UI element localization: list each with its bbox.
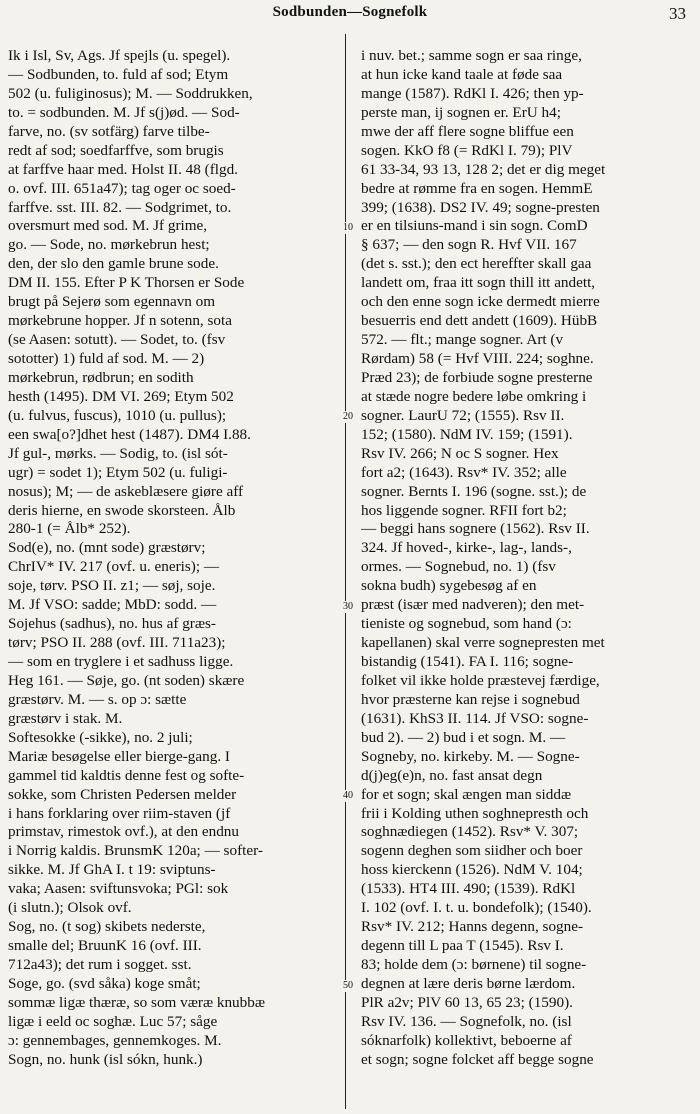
right-column-line: hos liggende sogner. RFII fort b2; — [361, 501, 567, 519]
left-column-line: ugr) = sodet 1); Etym 502 (u. fuligi- — [8, 463, 228, 481]
left-column-line: mørkebrune hopper. Jf n sotenn, sota — [8, 312, 232, 330]
right-column-line: mwe der aff flere sogne bliffue een — [361, 122, 574, 140]
left-column-line: ChrIV* IV. 217 (ovf. u. eneris); — — [8, 558, 220, 576]
right-column-line: (1631). KhS3 II. 114. Jf VSO: sogne- — [361, 709, 589, 727]
right-column-line: (1533). HT4 III. 490; (1539). RdKl — [361, 880, 576, 898]
right-column-line: 572. — flt.; mange sogner. Art (v — [361, 331, 564, 349]
left-column-line: brugt på Sejerø som egennavn om — [8, 293, 216, 311]
left-column-line: sototter) 1) fuld af sod. M. — 2) — [8, 350, 205, 367]
right-column-line: for et sogn; skal ængen man siddæ — [361, 785, 572, 803]
left-column-line: sikke. M. Jf GhA I. t 19: sviptuns- — [8, 861, 216, 879]
left-column-line: mørkebrun, rødbrun; en sodith — [8, 368, 194, 386]
left-column-line: gammel tid kaldtis denne fest og softe- — [8, 766, 245, 784]
left-column-line: at farffve haar med. Holst II. 48 (flgd. — [8, 160, 238, 178]
right-column-line: bedre at rømme fra en sogen. HemmE — [361, 179, 593, 197]
right-column-line: sogen. KkO f8 (= RdKl I. 79); PlV — [361, 141, 573, 159]
right-column-line: sogenn deghen som siidher och boer — [361, 842, 583, 860]
right-column-line: besuerris end dett andett (1609). HübB — [361, 312, 598, 330]
left-column-line: den, der slo den gamle brune sode. — [8, 255, 219, 273]
right-column-line: degnen at lære deris børne lærdom. — [361, 974, 576, 992]
left-column-line: (u. fulvus, fuscus), 1010 (u. pullus); — [8, 406, 227, 424]
right-column-line: frii i Kolding uthen soghnepresth och — [361, 804, 589, 822]
margin-line-number: 50 — [340, 980, 356, 992]
right-column-line: sokna budh) sygebesøg af en — [361, 577, 537, 595]
left-column-line: Softesokke (-sikke), no. 2 juli; — [8, 728, 193, 746]
left-column-line: een swa[o?]dhet hest (1487). DM4 I.88. — [8, 425, 251, 443]
right-column-line: i nuv. bet.; samme sogn er saa ringe, — [361, 47, 582, 64]
left-column-line: (i slutn.); Olsok ovf. — [8, 899, 132, 917]
running-head — [0, 4, 700, 26]
right-column-line: 61 33-34, 93 13, 128 2; det er dig meget — [361, 160, 606, 178]
left-column-line: primstav, rimestok ovf.), at den endnu — [8, 823, 239, 841]
left-column-line: Sogn, no. hunk (isl sókn, hunk.) — [8, 1050, 203, 1068]
right-column-line: tieniste og sognebud, som hand (ɔ: — [361, 615, 572, 633]
margin-line-number: 30 — [340, 601, 356, 613]
left-column-line: — som en tryglere i et sadhuss ligge. — [8, 653, 234, 670]
left-column-line: M. Jf VSO: sadde; MbD: sodd. — — [8, 596, 217, 614]
right-column-line: er en tilsiuns-mand i sin sogn. ComD — [361, 217, 588, 235]
right-column-line: at hun icke kand taale at føde saa — [361, 65, 563, 83]
left-column-line: Sojehus (sadhus), no. hus af græs- — [8, 615, 216, 633]
left-column-line: i hans forklaring over riim-staven (jf — [8, 804, 231, 822]
left-column-line: sommæ ligæ thæræ, so som væræ knubbæ — [8, 993, 265, 1011]
right-column-line: fort a2; (1643). Rsv* IV. 352; alle — [361, 463, 567, 481]
left-column-line: nosus); M; — de askeblæsere giøre aff — [8, 482, 244, 500]
right-column-line: bistandig (1541). FA I. 116; sogne- — [361, 653, 574, 670]
left-column-line: o. ovf. III. 651a47); tag oger oc soed- — [8, 179, 236, 197]
left-column-line: DM II. 155. Efter P K Thorsen er Sode — [8, 274, 245, 292]
right-column-line: kapellanen) skal verre sognepresten met — [361, 634, 605, 652]
right-column-line: — beggi hans sognere (1562). Rsv II. — [361, 520, 590, 538]
left-column-line: ɔ: gennembages, gennemkoges. M. — [8, 1031, 222, 1049]
left-column-line: farffve. sst. III. 82. — Sodgrimet, to. — [8, 198, 232, 216]
right-column-line: hvor præsterne kan rejse i sognebud — [361, 690, 580, 708]
right-column-line: hoss kierckenn (1526). NdM V. 104; — [361, 861, 583, 879]
right-column-line: PlR a2v; PlV 60 13, 65 23; (1590). — [361, 993, 573, 1011]
margin-line-number: 40 — [340, 790, 356, 802]
right-column-line: och den enne sogn icke dermedt mierre — [361, 293, 600, 311]
right-column-line: perste man, ij sognen er. ErU h4; — [361, 103, 561, 121]
right-column-line: I. 102 (ovf. I. t. u. bondefolk); (1540). — [361, 899, 592, 917]
left-column-line: Jf gul-, mørks. — Sodig, to. (isl sót- — [8, 444, 228, 462]
left-column-line: i Norrig kaldis. BrunsmK 120a; — softer- — [8, 842, 263, 860]
left-column-line: soje, tørv. PSO II. z1; — søj, soje. — [8, 577, 216, 595]
right-column-line: folket vil ikke holde præstevej færdige, — [361, 671, 600, 689]
right-column-line: d(j)eg(e)n, no. fast ansat degn — [361, 766, 543, 784]
right-column-line: (det s. sst.); den ect hereffter skall gaa — [361, 255, 592, 273]
left-column-line: farve, no. (sv sotfärg) farve tilbe- — [8, 122, 210, 140]
left-column-line: Sog, no. (t sog) skibets nederste, — [8, 918, 206, 936]
left-column-line: smalle del; BruunK 16 (ovf. III. — [8, 937, 202, 955]
right-column-line: Rsv* IV. 212; Hanns degenn, sogne- — [361, 918, 584, 936]
right-column-line: Rsv IV. 266; N oc S sogner. Hex — [361, 444, 559, 462]
right-column-line: degenn till L paa T (1545). Rsv I. — [361, 937, 564, 955]
margin-line-number: 10 — [340, 222, 356, 234]
right-column-line: et sogn; sogne folcket aff begge sogne — [361, 1050, 594, 1068]
right-column-line: 399; (1638). DS2 IV. 49; sogne-presten — [361, 198, 600, 216]
left-column-line: 712a43); det rum i sogget. sst. — [8, 956, 192, 973]
left-column-line: Heg 161. — Søje, go. (nt soden) skære — [8, 671, 245, 689]
left-column-line: tørv; PSO II. 288 (ovf. III. 711a23); — [8, 634, 226, 652]
left-column-line: hesth (1495). DM VI. 269; Etym 502 — [8, 387, 234, 405]
right-column-line: at stæde nogre bedere løbe omkring i — [361, 387, 587, 405]
right-column-line: soghnædiegen (1452). Rsv* V. 307; — [361, 823, 579, 841]
right-column-line: 152; (1580). NdM IV. 159; (1591). — [361, 425, 573, 443]
left-column-line: 280-1 (= Ålb* 252). — [8, 520, 131, 538]
left-column-line: to. = sodbunden. M. Jf s(j)ød. — Sod- — [8, 103, 240, 121]
left-column-line: Mariæ besøgelse eller bierge-gang. I — [8, 747, 230, 765]
left-column-line: deris hierne, en swode skorsteen. Ålb — [8, 501, 236, 519]
right-column-line: 324. Jf hoved-, kirke-, lag-, lands-, — [361, 539, 572, 557]
right-column-line: sogner. LaurU 72; (1555). Rsv II. — [361, 406, 565, 424]
left-column-line: Ik i Isl, Sv, Ags. Jf spejls (u. spegel). — [8, 47, 231, 64]
left-column-line: ligæ i eeld oc soghæ. Luc 57; såge — [8, 1012, 218, 1030]
right-column-line: ormes. — Sognebud, no. 1) (fsv — [361, 558, 556, 576]
left-column-line: — Sodbunden, to. fuld af sod; Etym — [8, 65, 229, 83]
right-column-line: Rørdam) 58 (= Hvf VIII. 224; soghne. — [361, 350, 594, 367]
right-column-line: 83; holde dem (ɔ: børnene) til sogne- — [361, 956, 587, 973]
left-column-line: go. — Sode, no. mørkebrun hest; — [8, 236, 210, 254]
left-column-line: græstørv i stak. M. — [8, 709, 123, 727]
left-column-line: Sod(e), no. (mnt sode) græstørv; — [8, 539, 206, 557]
right-column-line: § 637; — den sogn R. Hvf VII. 167 — [361, 236, 577, 254]
page-number: 33 — [669, 4, 686, 23]
right-column-line: bud 2). — 2) bud i et sogn. M. — — [361, 728, 566, 746]
right-column-line: Præd 23); de forbiude sogne presterne — [361, 368, 593, 386]
right-column-line: Rsv IV. 136. — Sognefolk, no. (isl — [361, 1012, 572, 1030]
right-column-line: mange (1587). RdKl I. 426; then yp- — [361, 84, 584, 102]
right-column-line: præst (især med nadveren); den met- — [361, 596, 585, 614]
left-column-line: Soge, go. (svd såka) koge småt; — [8, 974, 201, 992]
running-title: Sodbunden—Sognefolk — [272, 4, 428, 20]
left-column — [8, 47, 334, 1070]
right-column-line: landett om, fraa itt sogn thill itt andett, — [361, 274, 596, 292]
column-rule — [345, 34, 346, 1109]
right-column-line: sóknarfolk) kollektivt, beboerne af — [361, 1031, 572, 1049]
left-column-line: sokke, som Christen Pedersen melder — [8, 785, 237, 803]
right-column-line: Sogneby, no. kirkeby. M. — Sogne- — [361, 747, 580, 765]
right-column — [361, 47, 689, 1070]
left-column-line: 502 (u. fuliginosus); M. — Soddrukken, — [8, 84, 253, 102]
left-column-line: oversmurt med sod. M. Jf grime, — [8, 217, 208, 235]
left-column-line: græstørv. M. — s. op ɔ: sætte — [8, 690, 187, 708]
left-column-line: (se Aasen: sotutt). — Sodet, to. (fsv — [8, 331, 226, 349]
margin-line-number: 20 — [340, 411, 356, 423]
right-column-line: sogner. Bernts I. 196 (sogne. sst.); de — [361, 482, 587, 500]
left-column-line: vaka; Aasen: sviftunsvoka; PGl: sok — [8, 880, 229, 898]
left-column-line: redt af sod; soedfarffve, som brugis — [8, 141, 224, 159]
